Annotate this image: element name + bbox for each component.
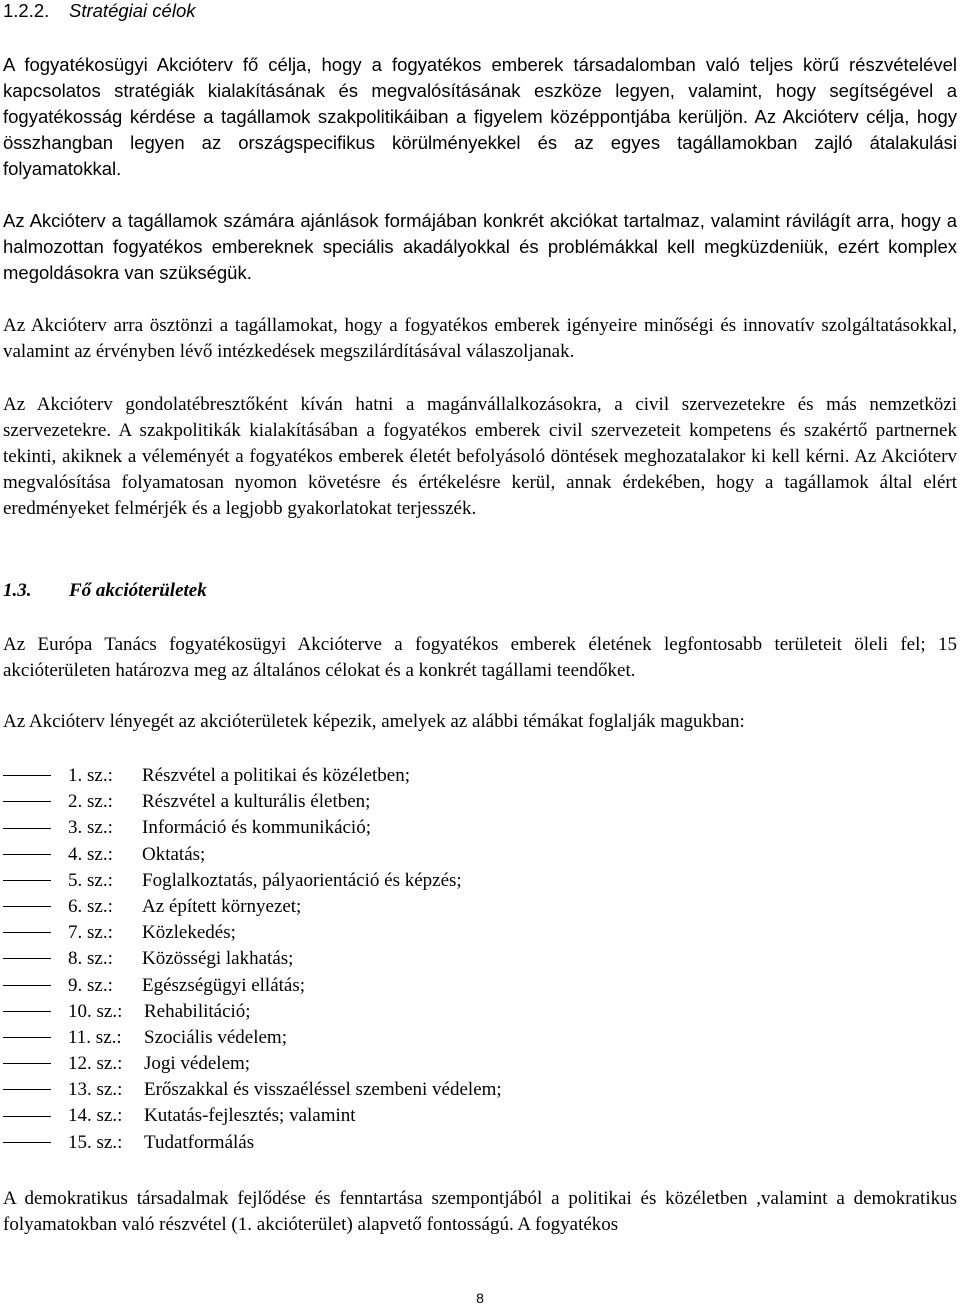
list-item	[3, 1051, 903, 1077]
list-item-number: 12. sz.:	[68, 1053, 123, 1075]
paragraph-europe-council	[3, 632, 957, 684]
list-item	[3, 868, 903, 894]
list-item	[3, 842, 903, 868]
list-item-number: 8. sz.:	[68, 948, 113, 970]
list-item-text: Kutatás-fejlesztés; valamint	[144, 1105, 356, 1127]
paragraph-recommendations	[3, 208, 957, 286]
list-item-number: 14. sz.:	[68, 1105, 123, 1127]
section-title: Fő akcióterületek	[69, 580, 207, 601]
list-item	[3, 999, 903, 1025]
paragraph-text: Az Akcióterv lényegét az akcióterületek képezik, amelyek az alábbi témákat foglalják magukban:	[3, 711, 745, 732]
list-item-text: Tudatformálás	[144, 1131, 255, 1153]
dash-bullet	[3, 854, 51, 855]
section-title: Stratégiai célok	[69, 0, 196, 21]
list-item-text: Közlekedés;	[142, 922, 236, 944]
dash-bullet	[3, 828, 51, 829]
paragraph-main-goal	[3, 52, 957, 182]
dash-bullet	[3, 1116, 51, 1117]
list-item-number: 10. sz.:	[68, 1000, 123, 1022]
dash-bullet	[3, 906, 51, 907]
list-item-text: Részvétel a politikai és közéletben;	[142, 765, 411, 786]
paragraph-closing	[3, 1186, 957, 1238]
list-item-number: 9. sz.:	[68, 974, 113, 996]
dash-bullet	[3, 985, 51, 986]
list-item	[3, 973, 903, 999]
list-item-text: Közösségi lakhatás;	[142, 948, 294, 970]
dash-bullet	[3, 1011, 51, 1012]
paragraph-action-areas-intro	[3, 709, 957, 735]
list-item-number: 15. sz.:	[68, 1131, 123, 1153]
list-item-number: 3. sz.:	[68, 817, 113, 839]
list-item-text: Oktatás;	[142, 843, 206, 865]
list-item	[3, 1130, 903, 1156]
list-item-number: 4. sz.:	[68, 843, 113, 865]
list-item-text: Egészségügyi ellátás;	[142, 974, 306, 996]
paragraph-services	[3, 313, 957, 365]
list-item	[3, 763, 903, 789]
paragraph-partners	[3, 392, 957, 522]
list-item-number: 1. sz.:	[68, 765, 113, 786]
dash-bullet	[3, 1089, 51, 1090]
dash-bullet	[3, 932, 51, 933]
list-item-text: Információ és kommunikáció;	[142, 817, 371, 839]
list-item	[3, 1077, 903, 1103]
list-item	[3, 1103, 903, 1129]
list-item	[3, 815, 903, 841]
dash-bullet	[3, 1063, 51, 1064]
list-item-text: Foglalkoztatás, pályaorientáció és képzés;	[142, 869, 462, 891]
paragraph-text: Az Akcióterv a tagállamok számára ajánlások formájában konkrét akciókat tartalmaz, valamint rávilágít arra, hogy a halmozottan fogyatékos embereknek speciális akadályokkal és problémákkal kell megküzdeniük, ezért komplex megoldásokra van szükségük.	[3, 210, 957, 283]
list-item-text: Rehabilitáció;	[144, 1000, 251, 1022]
section-heading-1-3	[3, 578, 957, 604]
list-item-text: Jogi védelem;	[144, 1053, 251, 1075]
list-item-number: 13. sz.:	[68, 1079, 123, 1101]
page-number: 8	[476, 1290, 484, 1306]
section-number: 1.3.	[3, 580, 32, 601]
dash-bullet	[3, 1037, 51, 1038]
list-item-number: 6. sz.:	[68, 895, 113, 917]
dash-bullet	[3, 880, 51, 881]
paragraph-text: Az Európa Tanács fogyatékosügyi Akcióterve a fogyatékos emberek életének legfontosabb területeit öleli fel; 15 akcióterületen határozva meg az általános célokat és a konkrét tagállami teendőket.	[3, 634, 957, 681]
list-item-number: 5. sz.:	[68, 869, 113, 891]
dash-bullet	[3, 1142, 51, 1143]
section-number: 1.2.2.	[3, 0, 50, 21]
dash-bullet	[3, 775, 51, 776]
list-item-number: 11. sz.:	[68, 1026, 122, 1048]
list-item	[3, 789, 903, 815]
list-item	[3, 920, 903, 946]
list-item	[3, 946, 903, 972]
list-item-text: Részvétel a kulturális életben;	[142, 791, 371, 813]
list-item	[3, 1025, 903, 1051]
list-item-number: 7. sz.:	[68, 922, 113, 944]
dash-bullet	[3, 958, 51, 959]
list-item-text: Az épített környezet;	[142, 895, 302, 917]
section-heading-1-2-2	[3, 0, 957, 24]
paragraph-text: A fogyatékosügyi Akcióterv fő célja, hogy a fogyatékos emberek társadalomban való teljes körű részvételével kapcsolatos stratégiák kialakításának és megvalósításának eszköze legyen, valamint, hogy segítségével a fogyatékosság kérdése a tagállamok szakpolitikáiban a figyelem középpontjába kerüljön. Az Akcióterv célja, hogy összhangban legyen az országspecifikus körülményekkel és az egyes tagállamokban zajló átalakulási folyamatokkal.	[3, 54, 957, 179]
paragraph-text: Az Akcióterv arra ösztönzi a tagállamokat, hogy a fogyatékos emberek igényeire minőségi és innovatív szolgáltatásokkal, valamint az érvényben lévő intézkedések megszilárdításával válaszoljanak.	[3, 315, 957, 362]
paragraph-text: A demokratikus társadalmak fejlődése és fenntartása szempontjából a politikai és közéletben ,valamint a demokratikus folyamatokban való részvétel (1. akcióterület) alapvető fontosságú. A fogyatékos	[3, 1188, 957, 1235]
list-item-text: Szociális védelem;	[144, 1026, 287, 1048]
list-item-text: Erőszakkal és visszaéléssel szembeni védelem;	[144, 1079, 502, 1101]
action-areas-list	[3, 763, 903, 1156]
paragraph-text: Az Akcióterv gondolatébresztőként kíván hatni a magánvállalkozásokra, a civil szervezetekre és más nemzetközi szervezetekre. A szakpolitikák kialakításában a fogyatékos emberek civil szervezeteit kompetens és szakértő partnernek tekinti, akiknek a véleményét a fogyatékos emberek életét befolyásoló döntések meghozatalakor ki kell kérni. Az Akcióterv megvalósítása folyamatosan nyomon követésre és értékelésre kerül, annak érdekében, hogy a tagállamok által elért eredményeket felmérjék és a legjobb gyakorlatokat terjesszék.	[3, 394, 957, 519]
dash-bullet	[3, 801, 51, 802]
list-item-number: 2. sz.:	[68, 791, 113, 813]
list-item	[3, 894, 903, 920]
